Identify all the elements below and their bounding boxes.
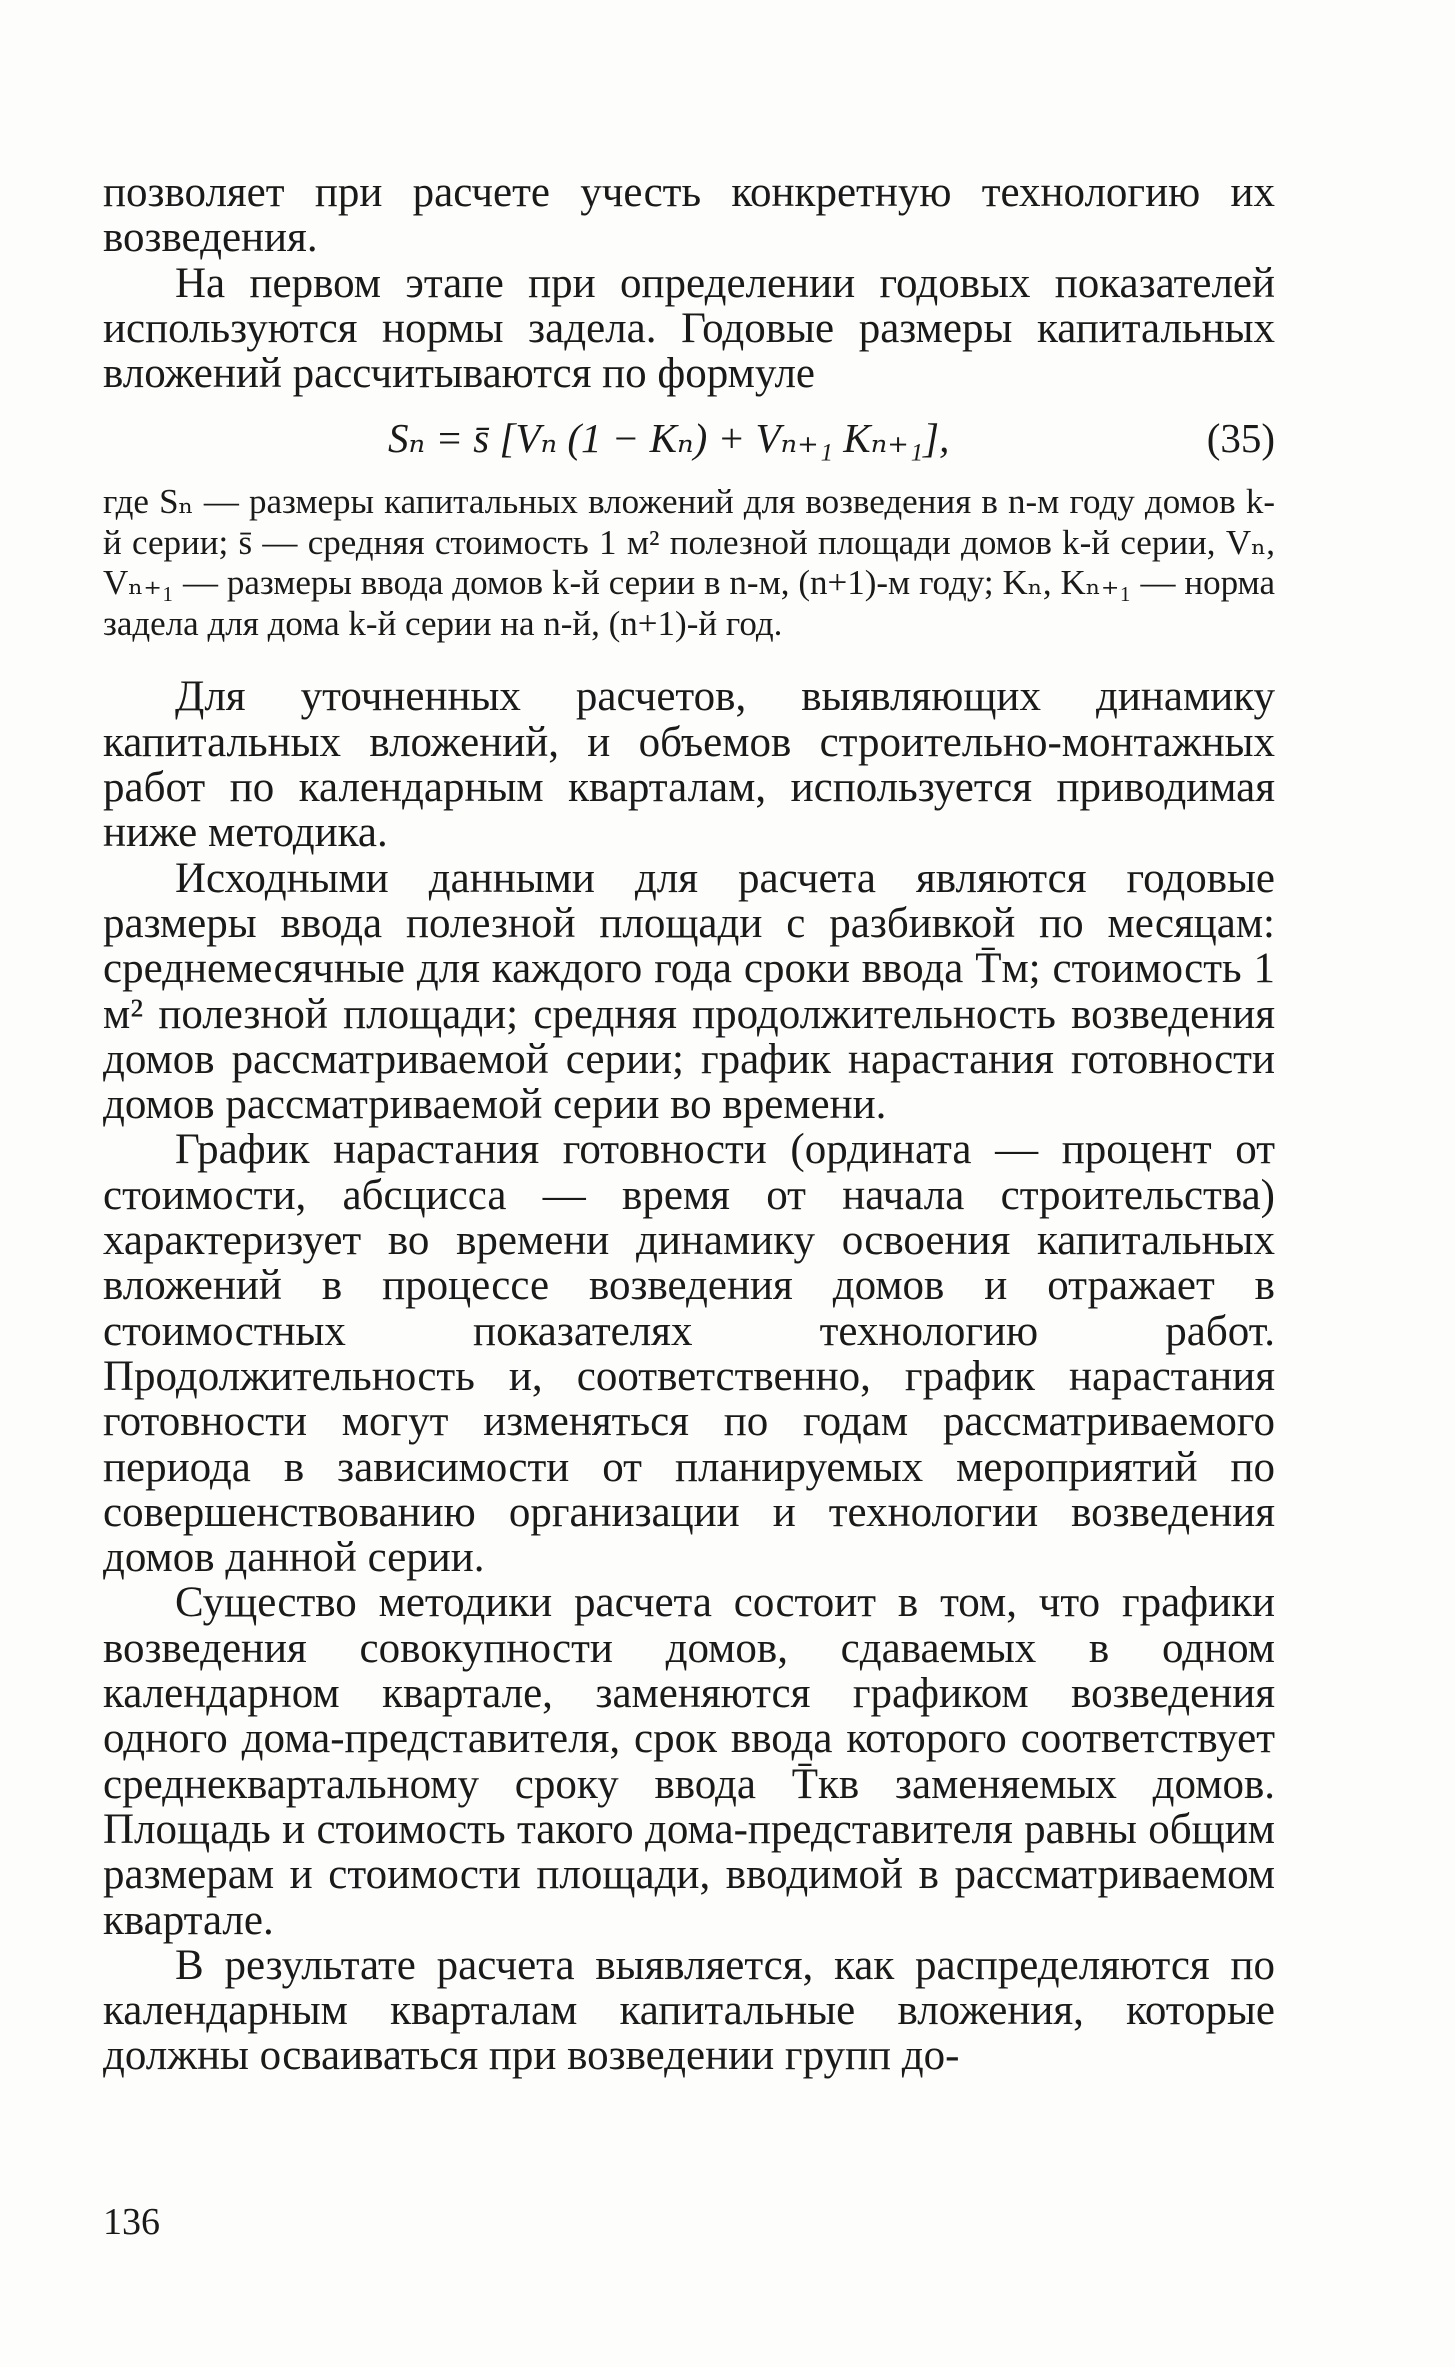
paragraph-continuation: позволяет при расчете учесть конкретную технологию их возведения. xyxy=(103,169,1275,262)
paragraph-input-data: Исходными данными для расчета являются годовые размеры ввода полезной площади с разбивкой по месяцам: среднемесячные для каждого года сроки ввода T̄м; стоимость 1 м² полезной площади; средняя продолжительность возведения домов рассматриваемой серии; график нарастания готовности домов рассматриваемой серии во времени. xyxy=(103,854,1275,1129)
paragraph-result: В результате расчета выявляется, как распределяются по календарным кварталам капитальные вложения, которые должны осваиваться при возведении групп до- xyxy=(103,1941,1275,2080)
paragraph-method-essence: Существо методики расчета состоит в том, что графики возведения совокупности домов, сдаваемых в одном календарном квартале, заменяются графиком возведения одного дома-представителя, срок ввода которого соответствует среднеквартальному сроку ввода T̄кв заменяемых домов. Площадь и стоимость такого дома-представителя равны общим размерам и стоимости площади, вводимой в рассматриваемом квартале. xyxy=(103,1579,1275,1944)
page-number: 136 xyxy=(103,2201,160,2243)
equation-number: (35) xyxy=(1206,415,1275,462)
page-body xyxy=(103,170,1275,2079)
paragraph-refined-calc: Для уточненных расчетов, выявляющих динамику капитальных вложений, и объемов строительно-монтажных работ по календарным кварталам, используется приводимая ниже методика. xyxy=(103,673,1275,857)
paragraph-first-stage: На первом этапе при определении годовых показателей используются нормы задела. Годовые размеры капитальных вложений рассчитываются по формуле xyxy=(103,259,1275,398)
paragraph-readiness-graph: График нарастания готовности (ордината — процент от стоимости, абсцисса — время от начала строительства) характеризует во времени динамику освоения капитальных вложений в процессе возведения домов и отражает в стоимостных показателях технологию работ. Продолжительность и, соответственно, график нарастания готовности могут изменяться по годам рассматриваемого периода в зависимости от планируемых мероприятий по совершенствованию организации и технологии возведения домов данной серии. xyxy=(103,1126,1275,1582)
formula-legend: где Sₙ — размеры капитальных вложений для возведения в n-м году домов k-й серии; s̄ — средняя стоимость 1 м² полезной площади домов k-й серии, Vₙ, Vₙ₊₁ — размеры ввода домов k-й серии в n-м, (n+1)-м году; Kₙ, Kₙ₊₁ — норма задела для дома k-й серии на n-й, (n+1)-й год. xyxy=(103,482,1275,643)
formula-text: Sₙ = s̄ [Vₙ (1 − Kₙ) + Vₙ₊₁ Kₙ₊₁], xyxy=(388,415,950,462)
formula-35 xyxy=(103,404,1275,470)
